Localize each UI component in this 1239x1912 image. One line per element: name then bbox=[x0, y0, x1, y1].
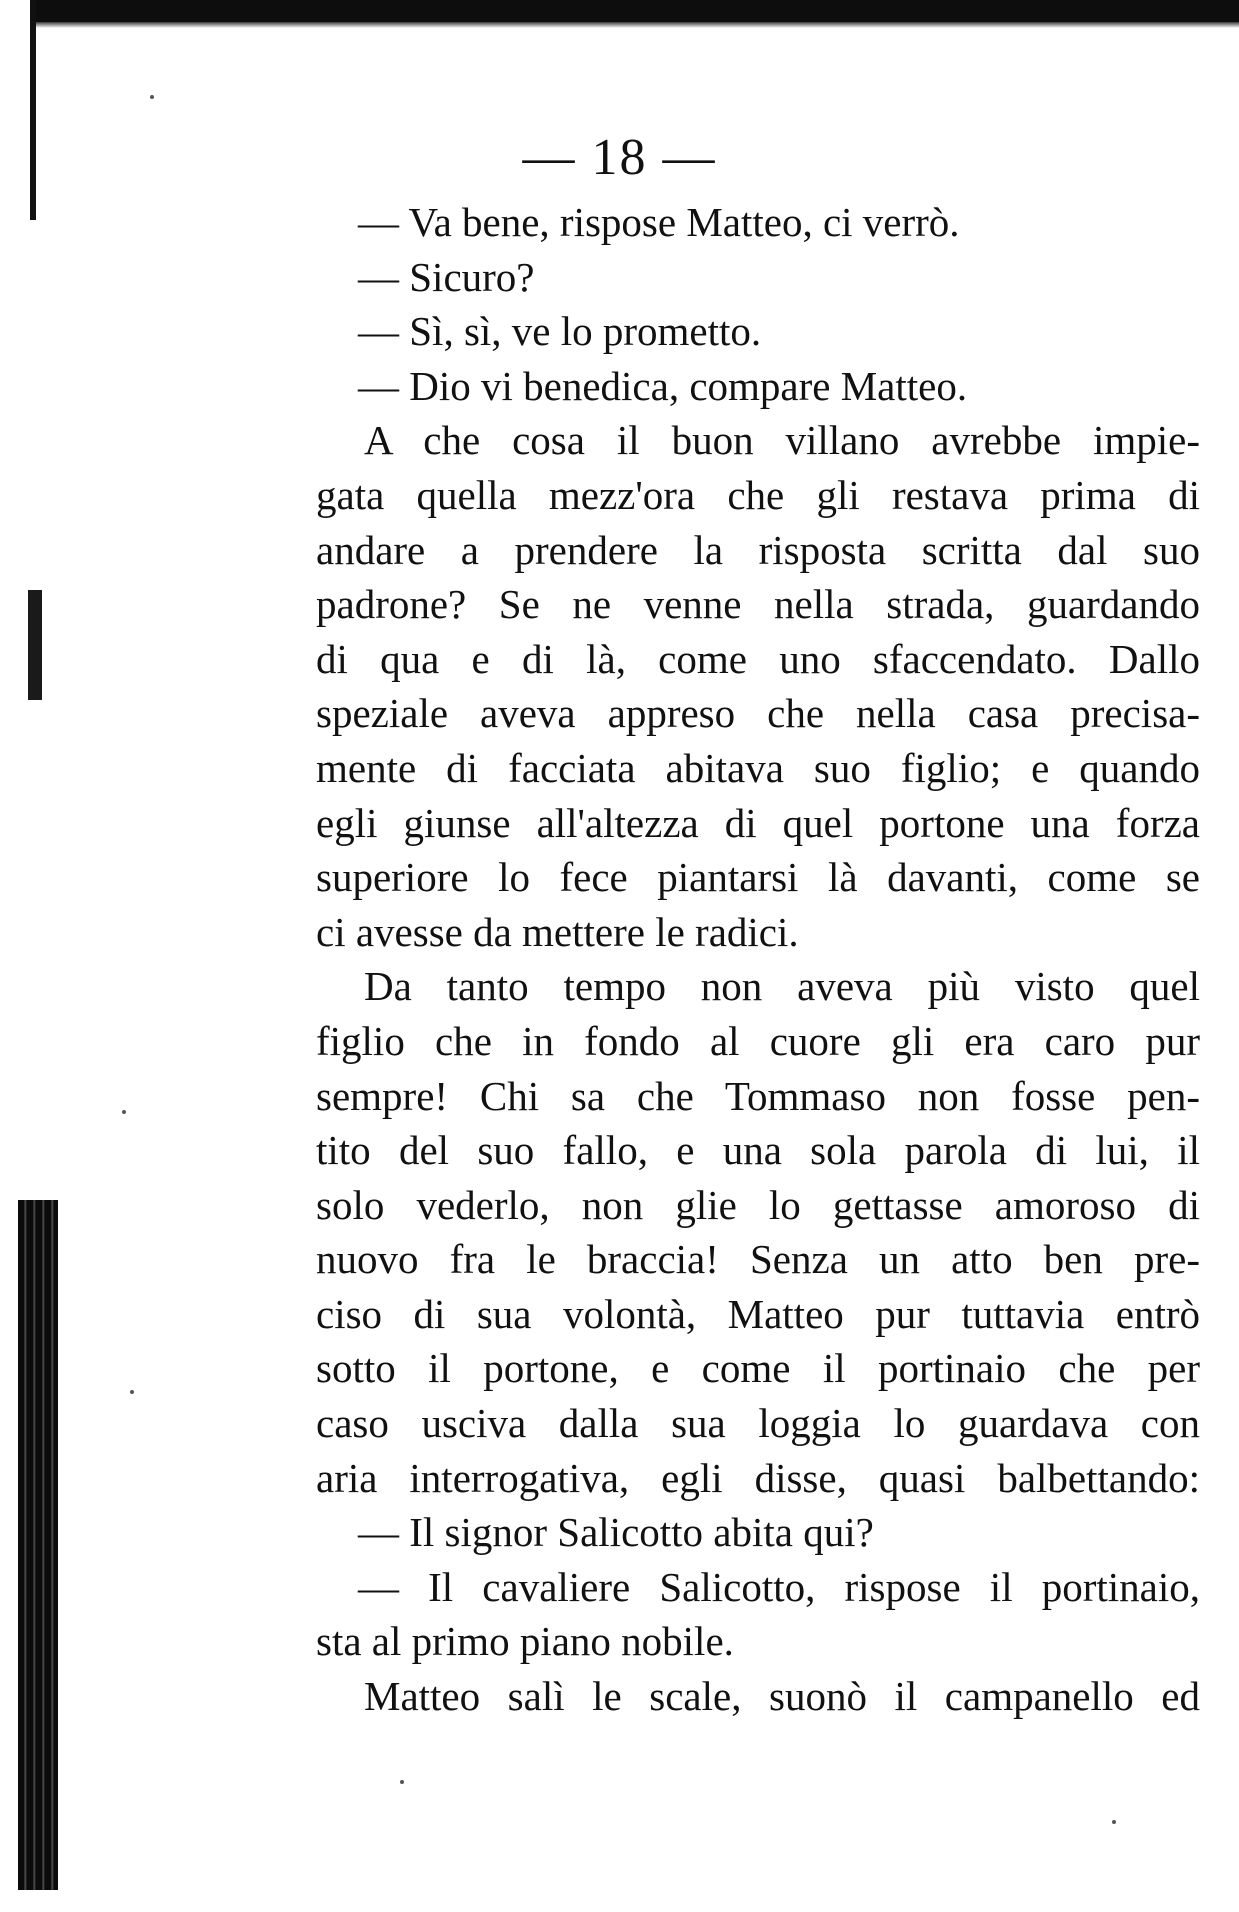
page-text bbox=[316, 195, 1200, 1724]
paragraph-line: tito del suo fallo, e una sola parola di lui, il bbox=[316, 1127, 1200, 1174]
paragraph-line: aria interrogativa, egli disse, quasi balbettando: bbox=[316, 1454, 1200, 1501]
dialogue-line: — Sicuro? bbox=[358, 253, 535, 300]
dialogue-line: — Va bene, rispose Matteo, ci verrò. bbox=[358, 199, 960, 245]
paragraph-line: caso usciva dalla sua loggia lo guardava con bbox=[316, 1400, 1200, 1447]
paragraph-line: ci avesse da mettere le radici. bbox=[316, 908, 799, 955]
paragraph-line: sotto il portone, e come il portinaio che per bbox=[316, 1345, 1200, 1392]
paragraph-line: egli giunse all'altezza di quel portone una forza bbox=[316, 799, 1200, 846]
page-number: — 18 — bbox=[522, 129, 717, 186]
paragraph-line: sempre! Chi sa che Tommaso non fosse pen- bbox=[316, 1072, 1200, 1119]
paragraph-line: superiore lo fece piantarsi là davanti, come se bbox=[316, 854, 1200, 901]
paragraph-line: di qua e di là, come uno sfaccendato. Dallo bbox=[316, 635, 1200, 682]
dialogue-line: — Sì, sì, ve lo prometto. bbox=[358, 308, 762, 355]
paragraph-line: sta al primo piano nobile. bbox=[316, 1618, 734, 1665]
paragraph-line: solo vederlo, non glie lo gettasse amoroso di bbox=[316, 1181, 1200, 1228]
paragraph-line: Matteo salì le scale, suonò il campanello ed bbox=[364, 1673, 1200, 1720]
scan-speck bbox=[150, 95, 154, 99]
dialogue-line: — Il signor Salicotto abita qui? bbox=[358, 1509, 874, 1556]
paragraph-line: nuovo fra le braccia! Senza un atto ben pre- bbox=[316, 1236, 1200, 1283]
paragraph-line: A che cosa il buon villano avrebbe impie- bbox=[364, 417, 1200, 464]
scan-top-shadow bbox=[30, 22, 1239, 28]
scan-speck bbox=[122, 1110, 126, 1114]
paragraph-line: ciso di sua volontà, Matteo pur tuttavia entrò bbox=[316, 1290, 1200, 1337]
paragraph-line: speziale aveva appreso che nella casa precisa- bbox=[316, 690, 1200, 737]
paragraph-line: figlio che in fondo al cuore gli era caro pur bbox=[316, 1017, 1200, 1064]
scan-top-edge bbox=[30, 0, 1239, 22]
binding-mark bbox=[28, 590, 42, 700]
binding-mark-lower bbox=[18, 1200, 58, 1890]
dialogue-line: — Dio vi benedica, compare Matteo. bbox=[358, 362, 968, 409]
paragraph-line: andare a prendere la risposta scritta dal suo bbox=[316, 526, 1200, 573]
scan-speck bbox=[1112, 1820, 1116, 1824]
scan-speck bbox=[400, 1780, 404, 1784]
paragraph-line: Da tanto tempo non aveva più visto quel bbox=[364, 963, 1200, 1010]
scan-speck bbox=[130, 1390, 134, 1394]
paragraph-line: mente di facciata abitava suo figlio; e quando bbox=[316, 744, 1200, 791]
paragraph-line: gata quella mezz'ora che gli restava prima di bbox=[316, 471, 1200, 518]
dialogue-line: — Il cavaliere Salicotto, rispose il portinaio, bbox=[358, 1563, 1200, 1610]
paragraph-line: padrone? Se ne venne nella strada, guardando bbox=[316, 581, 1200, 628]
